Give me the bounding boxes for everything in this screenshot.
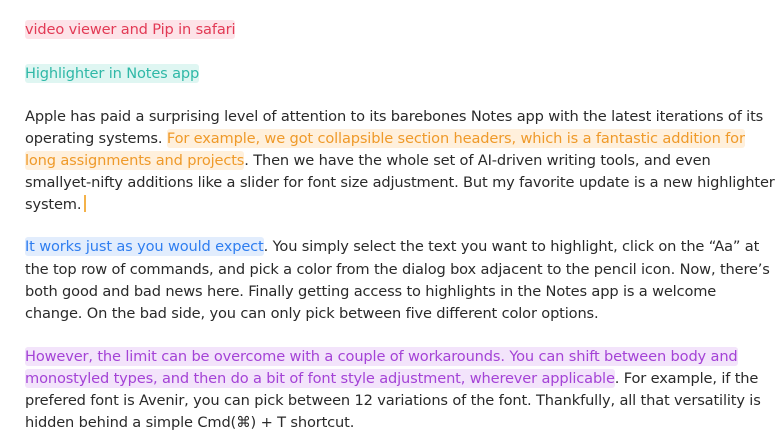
paragraph-text[interactable]: hidden behind a simple Cmd(⌘) + T shortcut.	[25, 414, 355, 431]
paragraph-line	[25, 128, 745, 150]
highlight-purple[interactable]: However, the limit can be overcome with a couple of workarounds. You can shift between body and	[25, 348, 738, 365]
highlight-orange[interactable]: For example, we got collapsible section headers, which is a fantastic addition for	[166, 130, 745, 147]
heading-line	[25, 63, 199, 85]
paragraph-line	[25, 259, 770, 281]
paragraph-line	[25, 346, 738, 368]
paragraph-line	[25, 236, 759, 258]
highlight-teal[interactable]: Highlighter in Notes app	[25, 65, 200, 82]
text-caret	[84, 195, 86, 212]
heading-line	[25, 19, 235, 41]
paragraph-text[interactable]: the top row of commands, and pick a color from the dialog box adjacent to the pencil icon. Now, there’s	[25, 261, 770, 278]
paragraph-text[interactable]: Apple has paid a surprising level of attention to its barebones Notes app with the latest iterations of its	[25, 108, 764, 125]
paragraph-text[interactable]: change. On the bad side, you can only pick between five different color options.	[25, 305, 599, 322]
highlight-blue[interactable]: It works just as you would expect	[25, 238, 264, 255]
paragraph-line	[25, 281, 716, 303]
highlight-purple[interactable]: monostyled types, and then do a bit of font style adjustment, wherever applicable	[25, 370, 615, 387]
paragraph-line	[25, 412, 354, 434]
highlight-orange[interactable]: long assignments and projects	[25, 152, 245, 169]
highlight-red[interactable]: video viewer and Pip in safari	[25, 21, 236, 38]
paragraph-line	[25, 194, 86, 216]
paragraph-text[interactable]: prefered font is Avenir, you can pick between 12 variations of the font. Thankfully, all that versatility is	[25, 392, 761, 409]
paragraph-text[interactable]: smallyet-nifty additions like a slider for font size adjustment. But my favorite update is a new highlighter	[25, 174, 775, 191]
paragraph-line	[25, 150, 711, 172]
paragraph-line	[25, 390, 761, 412]
paragraph-text[interactable]: operating systems.	[25, 130, 167, 147]
paragraph-text[interactable]: both good and bad news here. Finally getting access to highlights in the Notes app is a welcome	[25, 283, 717, 300]
paragraph-line	[25, 172, 775, 194]
paragraph-line	[25, 368, 758, 390]
paragraph-line	[25, 106, 763, 128]
paragraph-text[interactable]: system.	[25, 196, 82, 213]
paragraph-text[interactable]: . For example, if the	[614, 370, 759, 387]
paragraph-text[interactable]: . Then we have the whole set of AI-driven writing tools, and even	[244, 152, 711, 169]
paragraph-line	[25, 303, 598, 325]
paragraph-text[interactable]: . You simply select the text you want to highlight, click on the “Aa” at	[263, 238, 760, 255]
